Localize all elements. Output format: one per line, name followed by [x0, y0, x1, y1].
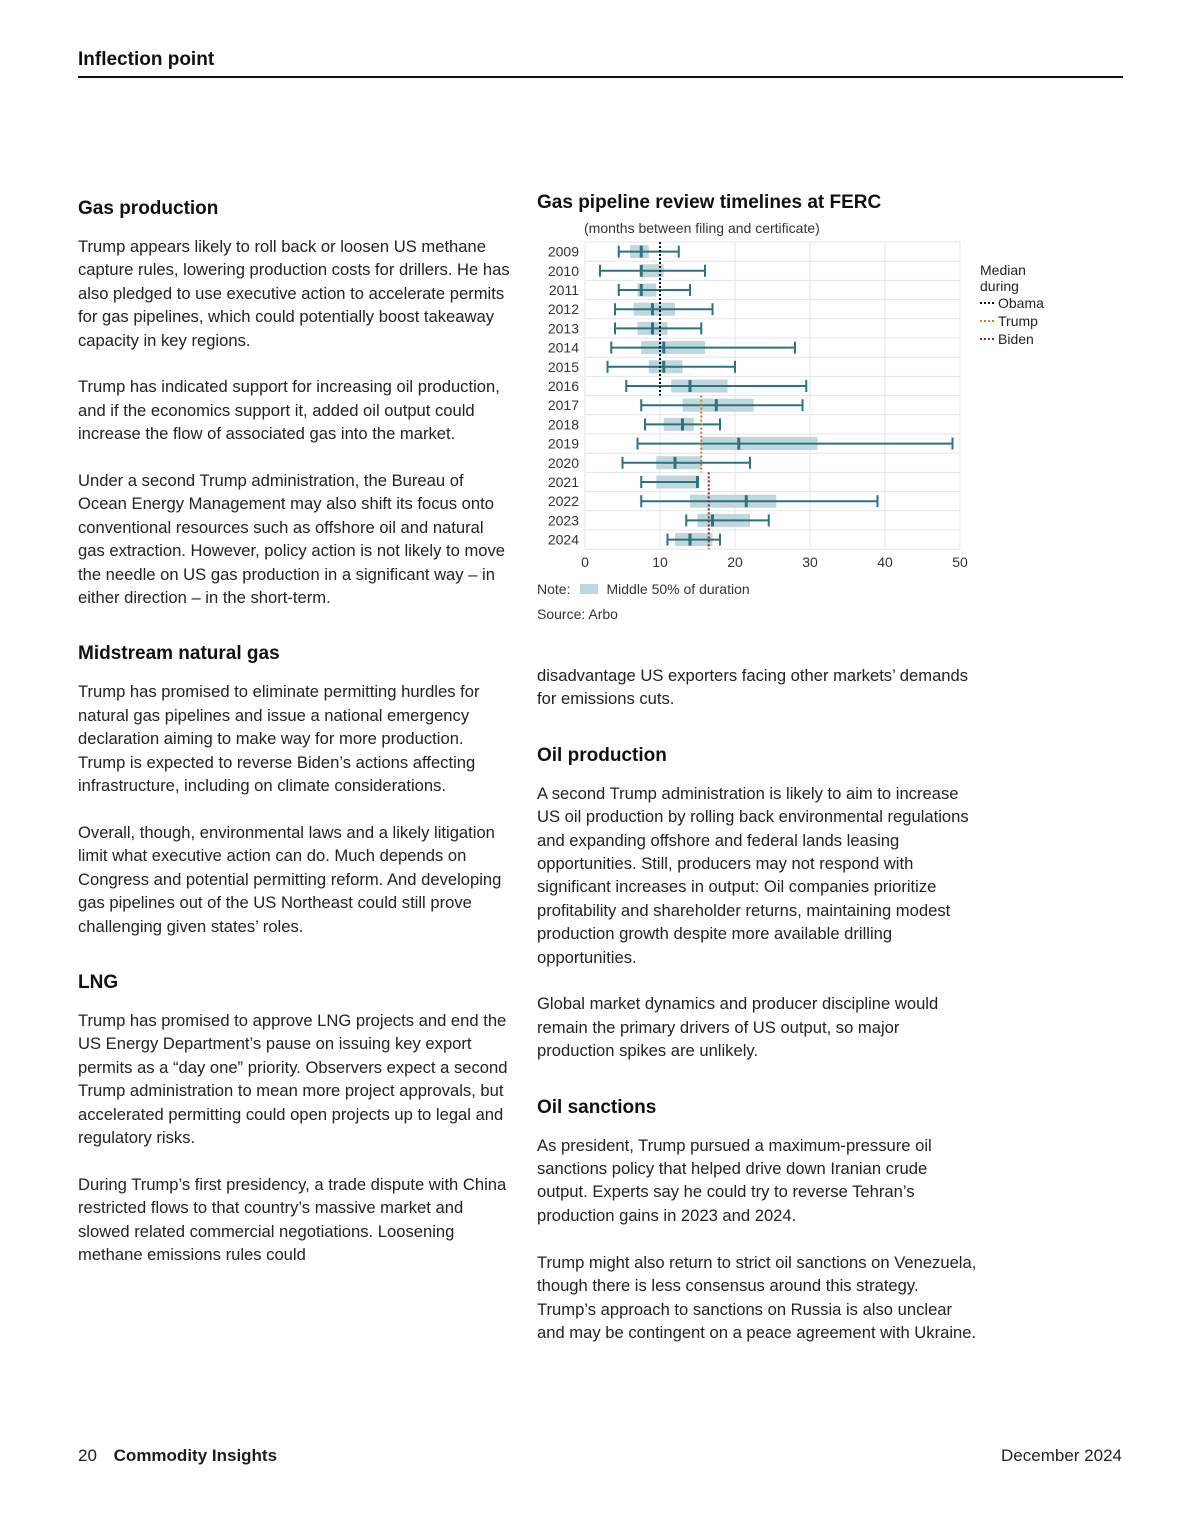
paragraph: disadvantage US exporters facing other markets’ demands for emissions cuts. — [537, 666, 969, 709]
note-label: Note: — [537, 581, 571, 597]
paragraph: Trump has promised to eliminate permitting hurdles for natural gas pipelines and issue a national emergency declaration aiming to make way for more production. Trump is expected to reverse Biden’s actions affecting infrastructure, including on climate considerations. — [78, 682, 480, 796]
chart-subtitle: (months between filing and certificate) — [584, 220, 820, 236]
legend-swatch-trump — [980, 320, 994, 322]
y-tick-label: 2013 — [547, 320, 579, 337]
chart-title: Gas pipeline review timelines at FERC — [537, 192, 882, 213]
y-tick-label: 2019 — [547, 435, 579, 452]
paragraph: Overall, though, environmental laws and a likely litigation limit what executive action can do. Much depends on Congress and potential permitting reform. And developing gas pipelines out of the US Northeast could still prove challenging given states’ roles. — [78, 822, 502, 936]
y-tick-label: 2020 — [547, 454, 579, 471]
y-tick-label: 2014 — [547, 339, 579, 356]
note-swatch — [580, 584, 598, 594]
legend-label: Obama — [998, 295, 1044, 311]
heading-lng: LNG — [78, 971, 119, 993]
legend-label: Trump — [998, 313, 1038, 329]
paragraph: Trump might also return to strict oil sanctions on Venezuela, though there is less consensus around this strategy. Trump’s approach to sanctions on Russia is also unclear and may be contingent on a peace agreement with Ukraine. — [537, 1252, 977, 1342]
y-tick-label: 2023 — [547, 512, 579, 529]
paragraph: Trump has indicated support for increasing oil production, and if the economics support it, added oil output could increase the flow of associated gas into the market. — [78, 377, 500, 444]
x-tick-label: 20 — [727, 554, 743, 571]
legend-item-trump — [980, 312, 1044, 330]
y-tick-label: 2016 — [547, 378, 579, 394]
heading-midstream-natural-gas: Midstream natural gas — [78, 643, 280, 665]
note-text: Middle 50% of duration — [606, 581, 750, 597]
y-tick-label: 2022 — [547, 493, 579, 510]
x-tick-label: 50 — [952, 554, 968, 571]
y-tick-label: 2021 — [547, 474, 579, 490]
legend-swatch-obama — [980, 302, 994, 304]
page-number: 20 — [78, 1446, 97, 1465]
x-tick-label: 30 — [802, 554, 818, 571]
paragraph: Under a second Trump administration, the Bureau of Ocean Energy Management may also shift its focus onto conventional resources such as offshore oil and natural gas extraction. However, policy action is not likely to move the needle on US gas production in a significant way – in either direction – in the short-term. — [78, 471, 506, 608]
y-tick-label: 2015 — [547, 358, 579, 375]
header-title: Inflection point — [78, 49, 215, 70]
y-tick-label: 2017 — [547, 397, 579, 414]
header-rule — [78, 76, 1123, 78]
paragraph: As president, Trump pursued a maximum-pressure oil sanctions policy that helped drive down Iranian crude output. Experts say he could try to reverse Tehran’s production gains in 2023 and 2024. — [537, 1135, 932, 1225]
paragraph: Trump has promised to approve LNG projects and end the US Energy Department’s pause on issuing key export permits as a “day one” priority. Observers expect a second Trump administration to mean more project approvals, but accelerated permitting could open projects up to legal and regulatory risks. — [78, 1010, 508, 1147]
left-column — [78, 196, 510, 1290]
y-tick-label: 2024 — [547, 531, 579, 548]
y-tick-label: 2018 — [547, 416, 579, 433]
legend-item-biden — [980, 330, 1044, 348]
footer-brand: Commodity Insights — [113, 1446, 278, 1465]
chart-source: Source: Arbo — [537, 606, 618, 622]
y-tick-label: 2012 — [547, 301, 579, 318]
boxplot-chart — [537, 236, 977, 576]
paragraph: Trump appears likely to roll back or loosen US methane capture rules, lowering production costs for drillers. He has also pledged to use executive action to accelerate permits for gas pipelines, which could potentially boost takeaway capacity in key regions. — [78, 237, 510, 350]
paragraph: Global market dynamics and producer discipline would remain the primary drivers of US output, so major production spikes are unlikely. — [537, 994, 939, 1061]
legend-swatch-biden — [980, 338, 994, 340]
footer-date: December 2024 — [1001, 1446, 1122, 1465]
right-column — [537, 664, 977, 1368]
paragraph: A second Trump administration is likely to aim to increase US oil production by rolling back environmental regulations and expanding offshore and federal lands leasing opportunities. Still, producers may not respond with significant increases in output: Oil companies prioritize profitability and shareholder returns, maintaining modest production growth despite more available drilling opportunities. — [537, 783, 969, 967]
y-tick-label: 2010 — [547, 262, 579, 279]
y-tick-label: 2011 — [548, 282, 579, 298]
heading-oil-production: Oil production — [537, 744, 667, 766]
x-tick-label: 0 — [581, 554, 589, 571]
legend-label: Biden — [998, 331, 1034, 347]
x-tick-label: 40 — [877, 554, 893, 571]
legend-title: Median during — [980, 262, 1026, 294]
heading-oil-sanctions: Oil sanctions — [537, 1096, 657, 1118]
footer-left — [78, 1446, 277, 1466]
paragraph: During Trump’s first presidency, a trade dispute with China restricted flows to that country’s massive market and slowed related commercial negotiations. Loosening methane emissions rules could — [78, 1174, 507, 1264]
chart-legend — [980, 262, 1044, 348]
heading-gas-production: Gas production — [78, 198, 219, 219]
legend-item-obama — [980, 294, 1044, 312]
chart-note — [537, 581, 750, 597]
x-tick-label: 10 — [652, 554, 668, 571]
y-tick-label: 2009 — [547, 243, 579, 260]
